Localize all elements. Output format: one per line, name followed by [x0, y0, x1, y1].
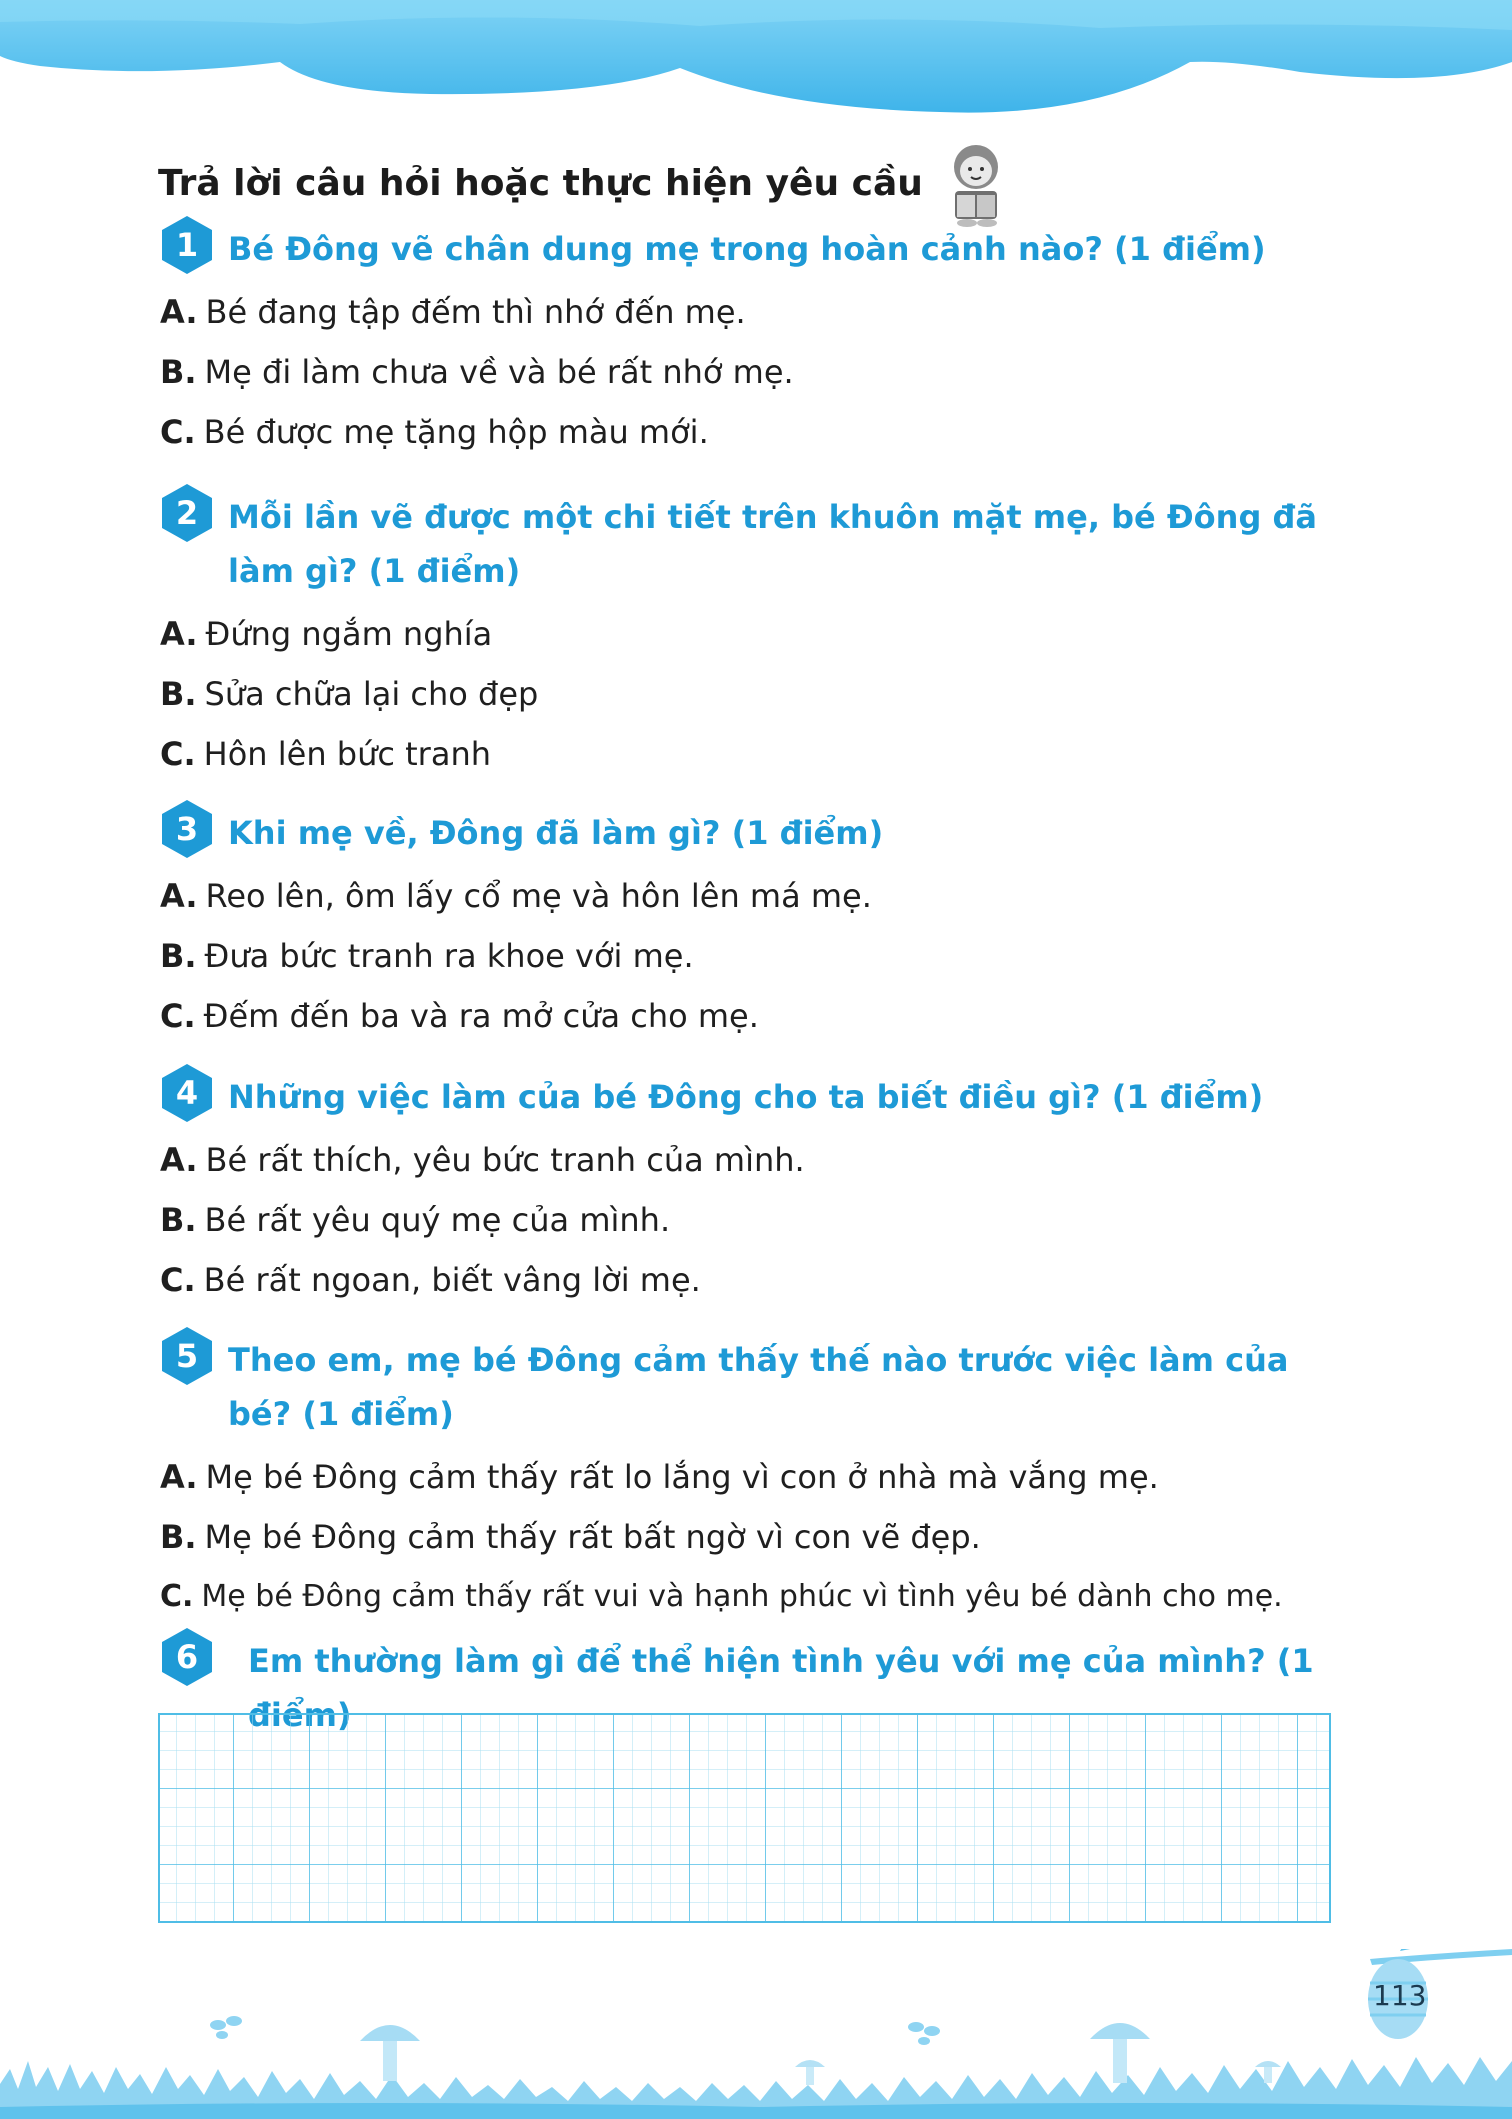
option-a[interactable]: A. Đứng ngắm nghía: [160, 615, 493, 653]
option-a[interactable]: A. Mẹ bé Đông cảm thấy rất lo lắng vì con ở nhà mà vắng mẹ.: [160, 1458, 1159, 1496]
question-text: Theo em, mẹ bé Đông cảm thấy thế nào trước việc làm của bé? (1 điểm): [228, 1341, 1289, 1433]
option-b[interactable]: B. Bé rất yêu quý mẹ của mình.: [160, 1201, 671, 1239]
page-title: Trả lời câu hỏi hoặc thực hiện yêu cầu: [158, 162, 923, 204]
question-text: Khi mẹ về, Đông đã làm gì? (1 điểm): [228, 814, 884, 852]
question-number-badge: 5: [160, 1325, 214, 1387]
question-text: Bé Đông vẽ chân dung mẹ trong hoàn cảnh nào? (1 điểm): [228, 230, 1266, 268]
option-b[interactable]: B. Đưa bức tranh ra khoe với mẹ.: [160, 937, 694, 975]
question-5: [160, 1333, 1400, 1627]
mushroom-icon: [1090, 2023, 1150, 2083]
question-number-badge: 2: [160, 482, 214, 544]
cloud-banner-decoration: [0, 0, 1512, 130]
question-text: Mỗi lần vẽ được một chi tiết trên khuôn mặt mẹ, bé Đông đã làm gì? (1 điểm): [228, 498, 1317, 590]
option-c[interactable]: C. Bé rất ngoan, biết vâng lời mẹ.: [160, 1261, 701, 1299]
question-text: Em thường làm gì để thể hiện tình yêu với mẹ của mình? (1: [248, 1642, 1314, 1680]
butterfly-icon: [908, 2022, 940, 2045]
butterfly-icon: [210, 2016, 242, 2039]
question-text: Những việc làm của bé Đông cho ta biết điều gì? (1 điểm): [228, 1078, 1264, 1116]
option-a[interactable]: A. Reo lên, ôm lấy cổ mẹ và hôn lên má mẹ.: [160, 877, 872, 915]
option-b[interactable]: B. Mẹ đi làm chưa về và bé rất nhớ mẹ.: [160, 353, 794, 391]
option-b[interactable]: B. Mẹ bé Đông cảm thấy rất bất ngờ vì con vẽ đẹp.: [160, 1518, 981, 1556]
question-number-badge: 4: [160, 1062, 214, 1124]
option-a[interactable]: A. Bé đang tập đếm thì nhớ đến mẹ.: [160, 293, 746, 331]
mushroom-icon: [360, 2025, 420, 2081]
page-number: 113: [1373, 1979, 1427, 2012]
option-a[interactable]: A. Bé rất thích, yêu bức tranh của mình.: [160, 1141, 805, 1179]
question-3: [160, 806, 1360, 1046]
option-c[interactable]: C. Đếm đến ba và ra mở cửa cho mẹ.: [160, 997, 759, 1035]
option-c[interactable]: C. Bé được mẹ tặng hộp màu mới.: [160, 413, 709, 451]
question-1: [160, 222, 1360, 462]
question-number-badge: 6: [160, 1626, 214, 1688]
question-2: [160, 490, 1360, 784]
answer-writing-grid[interactable]: [158, 1713, 1331, 1923]
option-b[interactable]: B. Sửa chữa lại cho đẹp: [160, 675, 539, 713]
grass-border-decoration: [0, 1949, 1512, 2119]
reading-child-mascot: [937, 139, 1015, 227]
option-c[interactable]: C. Hôn lên bức tranh: [160, 735, 491, 773]
option-c[interactable]: C. Mẹ bé Đông cảm thấy rất vui và hạnh phúc vì tình yêu bé dành cho mẹ.: [160, 1579, 1283, 1614]
question-4: [160, 1070, 1360, 1310]
question-number-badge: 1: [160, 214, 214, 276]
question-number-badge: 3: [160, 798, 214, 860]
